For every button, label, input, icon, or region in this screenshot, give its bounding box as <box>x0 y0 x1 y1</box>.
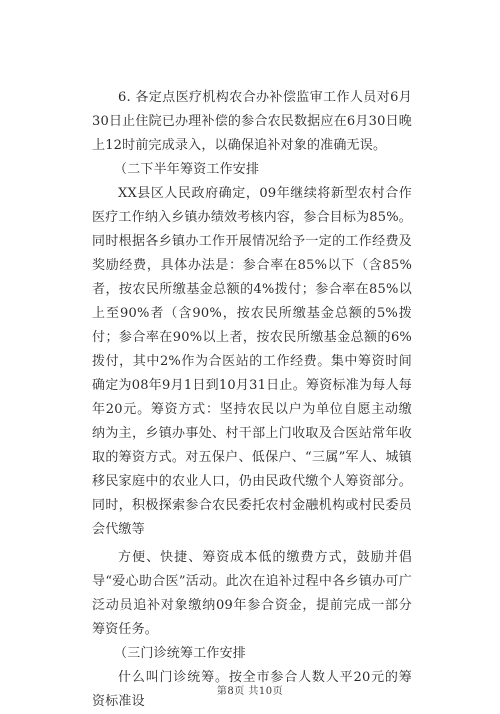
paragraph-item-6: 6. 各定点医疗机构农合办补偿监审工作人员对6月30日止住院已办理补偿的参合农民数据应在6月30日晚上12时前完成录入，以确保追补对象的准确无误。 <box>92 90 412 153</box>
document-body <box>92 86 412 714</box>
paragraph-funding-plan: XX县区人民政府确定，09年继续将新型农村合作医疗工作纳入乡镇办绩效考核内容，参合目标为85%。同时根据各乡镇办工作开展情况给予一定的工作经费及奖励经费，具体办法是：参合率在85%以下（含85%者，按农民所缴基金总额的4%拨付；参合率在85%以上至90%者（含90%，按农民所缴基金总额的5%拨付；参合率在90%以上者，按农民所缴基金总额的6%拨付，其中2%作为合医站的工作经费。集中筹资时间确定为08年9月1日到10月31日止。筹资标准为每人每年20元。筹资方式：坚持农民以户为单位自愿主动缴纳为主，乡镇办事处、村干部上门收取及合医站常年收取的筹资方式。对五保户、低保户、“三属”军人、城镇移民家庭中的农业人口，仍由民政代缴个人筹资部分。同时，积极探索参合农民委托农村金融机构或村民委员会代缴等 <box>92 186 412 537</box>
paragraph-outpatient-pooling: 什么叫门诊统筹。按全市参合人数人平20元的筹资标准设 <box>92 670 412 709</box>
page-footer: 第8页 共10页 <box>216 686 284 697</box>
section-heading-3: （三门诊统筹工作安排 <box>114 646 247 661</box>
section-heading-2: （二下半年筹资工作安排 <box>114 162 260 177</box>
paragraph-payment-methods: 方便、快捷、筹资成本低的缴费方式，鼓励并倡导“爱心助合医”活动。此次在追补过程中各乡镇办可广泛动员追补对象缴纳09年参合资金，提前完成一部分筹资任务。 <box>92 550 412 637</box>
